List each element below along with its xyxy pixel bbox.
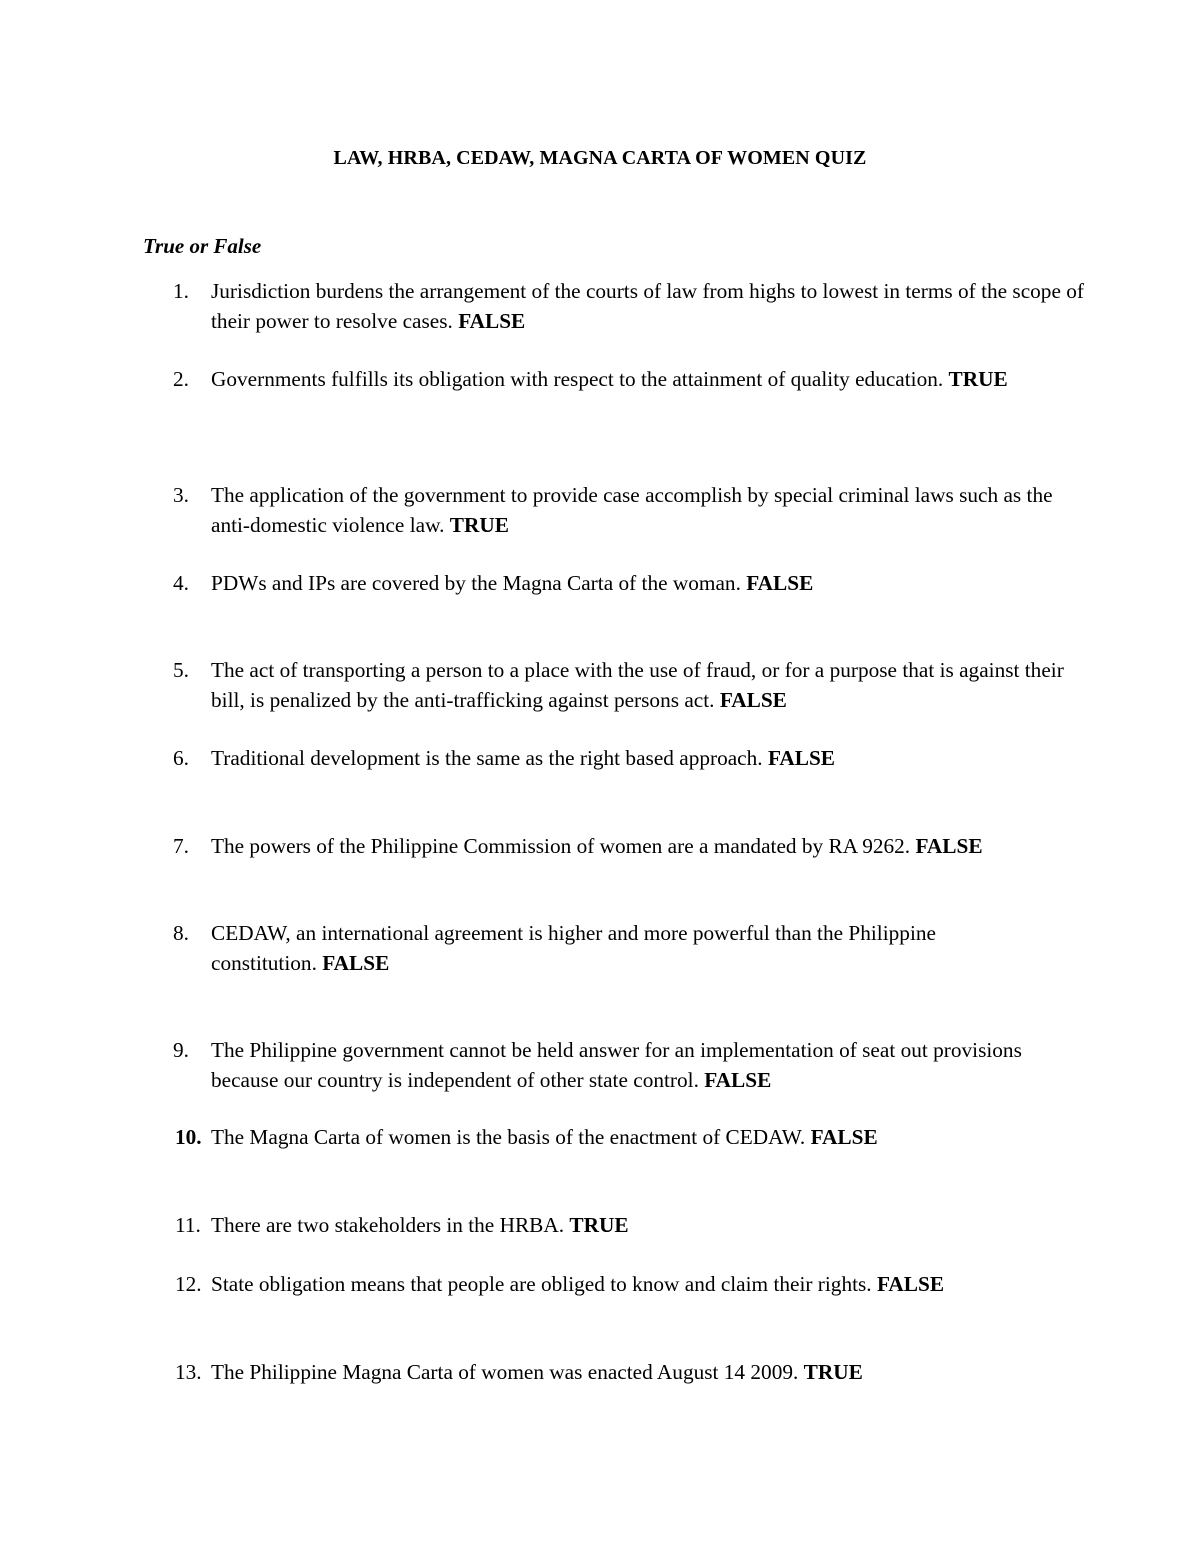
question-text: CEDAW, an international agreement is higher and more powerful than the Philippine constitution. xyxy=(211,921,936,975)
question-text: The Philippine government cannot be held answer for an implementation of seat out provisions because our country is independent of other state control. xyxy=(211,1038,1022,1092)
question-text-block xyxy=(211,1210,1091,1240)
question-text-block xyxy=(211,1269,1091,1299)
question-answer: TRUE xyxy=(803,1360,863,1384)
question-number: 6. xyxy=(173,746,189,770)
question-answer: TRUE xyxy=(948,367,1008,391)
question-text: The application of the government to provide case accomplish by special criminal laws such as the anti-domestic violence law. xyxy=(211,483,1053,537)
question-text-block xyxy=(211,743,1091,773)
question-number: 4. xyxy=(173,571,189,595)
question-text-block xyxy=(211,1357,1091,1387)
question-answer: FALSE xyxy=(704,1068,772,1092)
question-answer: FALSE xyxy=(767,746,835,770)
question-text: The powers of the Philippine Commission of women are a mandated by RA 9262. xyxy=(211,834,911,858)
question-number: 2. xyxy=(173,367,189,391)
question-text: The Philippine Magna Carta of women was enacted August 14 2009. xyxy=(211,1360,799,1384)
question-number: 5. xyxy=(173,658,189,682)
question-text: The Magna Carta of women is the basis of the enactment of CEDAW. xyxy=(211,1125,806,1149)
section-heading: True or False xyxy=(143,234,262,258)
question-text-block xyxy=(211,918,1041,978)
question-answer: TRUE xyxy=(449,513,509,537)
question-text: Governments fulfills its obligation with respect to the attainment of quality education. xyxy=(211,367,944,391)
question-answer: FALSE xyxy=(810,1125,878,1149)
question-text: The act of transporting a person to a place with the use of fraud, or for a purpose that is against their bill, is penalized by the anti-trafficking against persons act. xyxy=(211,658,1064,712)
question-text-block xyxy=(211,568,1091,598)
question-answer: FALSE xyxy=(458,309,526,333)
question-text-block xyxy=(211,1122,1091,1152)
question-text-block xyxy=(211,364,1041,394)
question-number: 7. xyxy=(173,834,189,858)
question-number: 9. xyxy=(173,1038,189,1062)
page-title: LAW, HRBA, CEDAW, MAGNA CARTA OF WOMEN QUIZ xyxy=(333,147,867,169)
question-answer: FALSE xyxy=(719,688,787,712)
question-text-block xyxy=(211,831,1011,861)
question-text: PDWs and IPs are covered by the Magna Carta of the woman. xyxy=(211,571,741,595)
question-answer: FALSE xyxy=(322,951,390,975)
question-text: State obligation means that people are obliged to know and claim their rights. xyxy=(211,1272,872,1296)
question-text: Traditional development is the same as the right based approach. xyxy=(211,746,763,770)
question-answer: FALSE xyxy=(915,834,983,858)
question-text-block xyxy=(211,480,1091,540)
question-number: 1. xyxy=(173,279,189,303)
question-text: Jurisdiction burdens the arrangement of the courts of law from highs to lowest in terms of the scope of their power to resolve cases. xyxy=(211,279,1084,333)
question-answer: FALSE xyxy=(746,571,814,595)
question-number: 8. xyxy=(173,921,189,945)
question-text-block xyxy=(211,276,1091,336)
question-number: 12. xyxy=(175,1272,202,1296)
question-number: 13. xyxy=(175,1360,202,1384)
question-text: There are two stakeholders in the HRBA. xyxy=(211,1213,565,1237)
question-number: 11. xyxy=(175,1213,201,1237)
question-text-block xyxy=(211,1035,1041,1095)
question-text-block xyxy=(211,655,1091,715)
question-answer: FALSE xyxy=(876,1272,945,1296)
question-number: 10. xyxy=(175,1125,202,1149)
question-number: 3. xyxy=(173,483,189,507)
question-answer: TRUE xyxy=(569,1213,629,1237)
